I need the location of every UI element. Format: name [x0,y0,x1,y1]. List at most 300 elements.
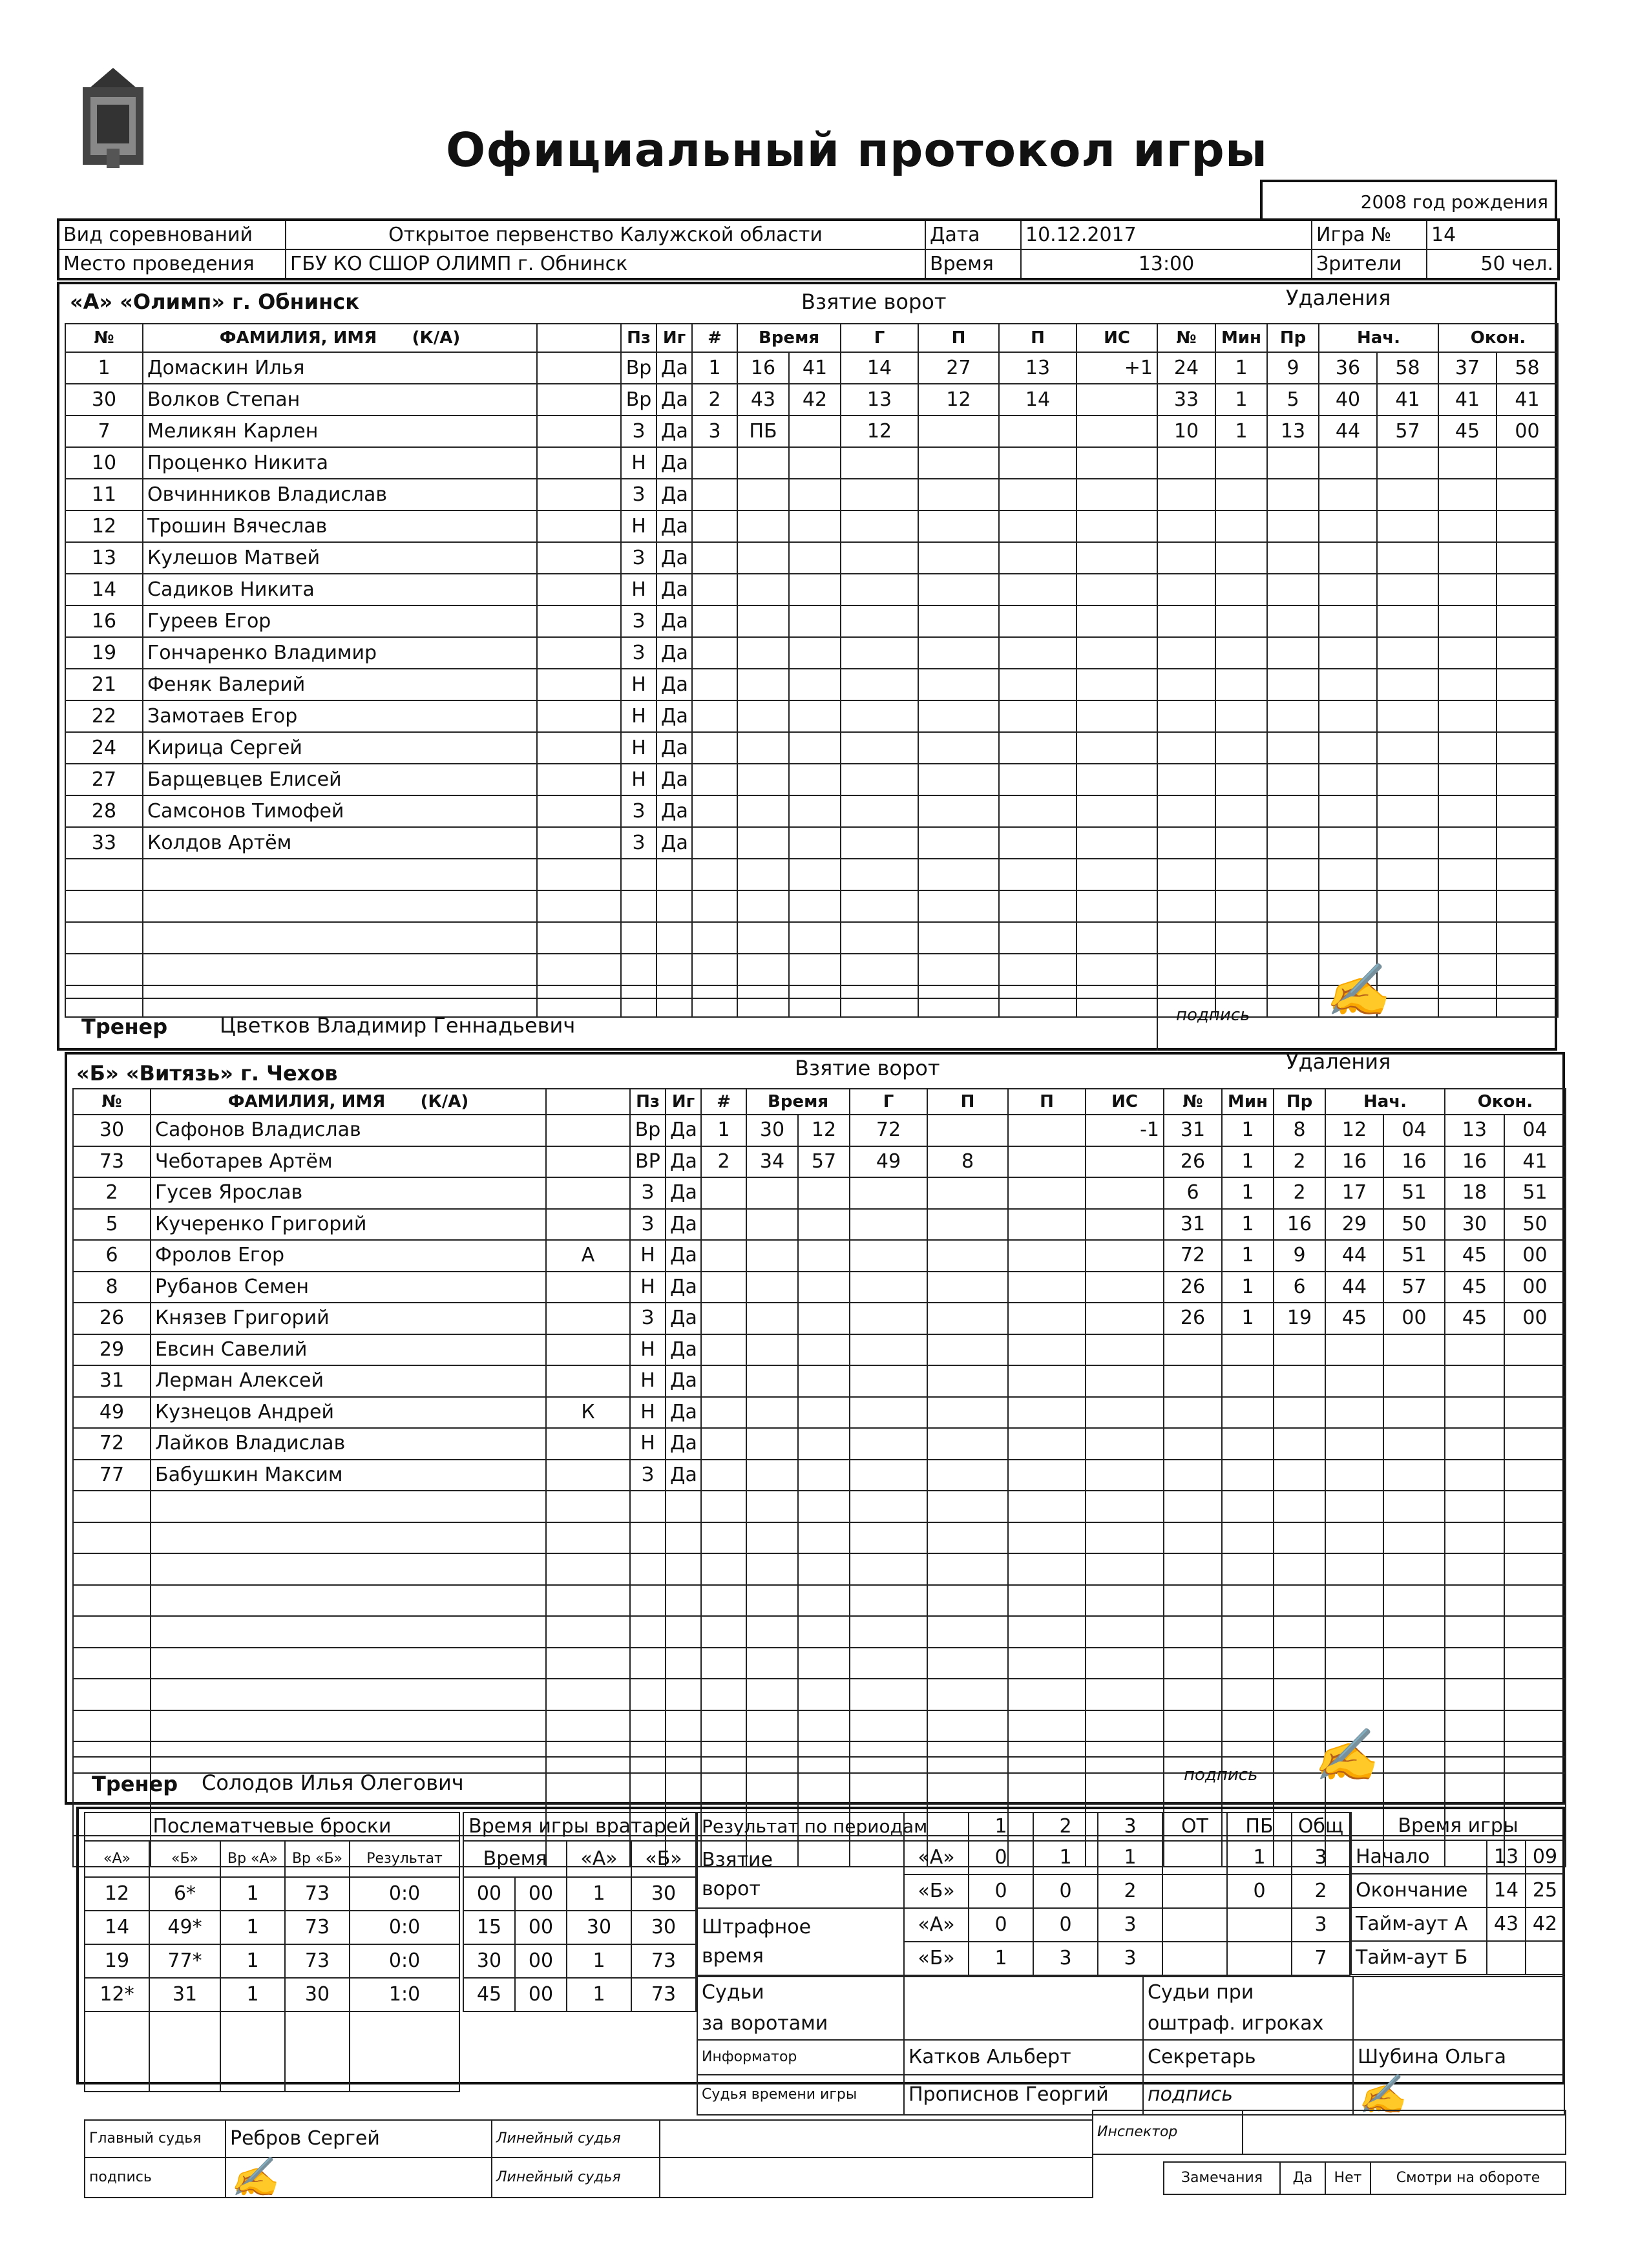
goal-m [737,669,789,700]
penalty-pr [1274,1522,1325,1554]
player-name: Бабушкин Максим [151,1460,546,1491]
goal-row [701,1146,1164,1178]
player-ka [537,384,621,415]
game-label: Игра № [1312,220,1427,249]
player-row [65,605,692,637]
goal-p1 [927,1397,1008,1429]
penalty-em: 16 [1445,1146,1504,1178]
player-pz [621,859,656,890]
goal-row [692,510,1157,542]
player-no: 72 [73,1428,151,1460]
player-pz: З [630,1303,666,1334]
game-value: 14 [1427,220,1559,249]
player-name: Рубанов Семен [151,1272,546,1303]
goal-is [1077,827,1157,859]
goal-p1 [927,1365,1008,1397]
penalty-sm [1319,764,1377,795]
shootout-cell: 1 [220,1911,285,1944]
player-ka [546,1146,630,1178]
penalty-em [1438,954,1497,985]
goal-s [798,1679,850,1710]
period-value: 1 [969,1942,1033,1975]
penalty-row [1164,1648,1566,1679]
goal-n [701,1522,746,1554]
penalty-ss [1383,1522,1445,1554]
player-name: Сафонов Владислав [151,1115,546,1146]
penalty-no [1164,1585,1222,1617]
see-back: Смотри на обороте [1371,2162,1566,2194]
player-ka [546,1585,630,1617]
player-row [65,352,692,384]
player-no: 10 [65,447,143,479]
header-table [57,218,1560,280]
player-name: Феняк Валерий [143,669,537,700]
player-ig: Да [656,510,692,542]
penalty-min [1222,1365,1274,1397]
penalty-es [1497,700,1558,732]
penalty-ss [1377,479,1438,510]
player-row [65,479,692,510]
penalty-pr [1267,669,1319,700]
shootout-cell: 0:0 [350,1877,459,1911]
player-pz: Н [630,1334,666,1366]
penalty-pr: 2 [1274,1146,1325,1178]
goal-n [692,574,737,605]
goal-g [850,1428,927,1460]
shootout-cell: 77* [149,1944,220,1978]
player-name: Трошин Вячеслав [143,510,537,542]
penalty-no [1164,1616,1222,1648]
penalty-no [1157,637,1215,669]
goal-row [692,669,1157,700]
penalty-ss: 51 [1383,1177,1445,1209]
goal-p2 [1008,1272,1086,1303]
penalty-es [1504,1428,1566,1460]
player-no: 13 [65,542,143,574]
penalty-min [1222,1585,1274,1617]
team-b-coach-row [72,1725,1565,1805]
goal-p2 [999,954,1077,985]
goal-p2 [999,732,1077,764]
player-no: 27 [65,764,143,795]
gk-cell: 30 [463,1944,515,1978]
goal-p1 [927,1428,1008,1460]
penalty-sm [1319,890,1377,922]
goals-label: Взятие ворот [697,1841,904,1908]
game-time-title: Время игры [1351,1812,1564,1840]
penalty-min: 1 [1222,1272,1274,1303]
player-pz [630,1710,666,1742]
penalty-row [1164,1679,1566,1710]
goal-p1 [927,1303,1008,1334]
player-ig: Да [666,1177,701,1209]
player-pz: З [621,795,656,827]
goal-row [692,447,1157,479]
goal-row [692,859,1157,890]
goal-g [850,1648,927,1679]
shootout-row [85,2011,459,2092]
team-b-goals-table [700,1088,1164,1867]
penalty-no [1164,1397,1222,1429]
player-ka [546,1710,630,1742]
goal-s [798,1303,850,1334]
penalty-ss [1377,510,1438,542]
goal-p1 [927,1648,1008,1679]
penalty-em: 30 [1445,1209,1504,1241]
goal-s: 57 [798,1146,850,1178]
player-name: Проценко Никита [143,447,537,479]
player-name [151,1710,546,1742]
goal-g [850,1460,927,1491]
goal-m [746,1648,798,1679]
goal-p1 [918,479,999,510]
player-ka [537,827,621,859]
player-no [65,954,143,985]
goal-g [841,574,918,605]
goal-n [692,827,737,859]
goal-m [746,1334,798,1366]
col-min: Мин [1215,324,1267,352]
player-no: 2 [73,1177,151,1209]
penalty-no [1157,479,1215,510]
penalty-row [1157,415,1558,447]
penalty-sm [1319,637,1377,669]
player-name: Гончаренко Владимир [143,637,537,669]
game-time-min: 43 [1487,1907,1526,1941]
goal-p1 [927,1209,1008,1241]
player-ka [546,1115,630,1146]
team-b-mark: «Б» [904,1942,969,1975]
penalty-em [1445,1365,1504,1397]
goal-g [841,447,918,479]
penalty-sm: 44 [1325,1240,1383,1272]
penalty-sm: 40 [1319,384,1377,415]
spectators-value: 50 чел. [1427,249,1559,279]
goal-g [850,1365,927,1397]
col-g: Г [850,1089,927,1115]
gk-row [463,1978,696,2011]
period-col: 1 [969,1812,1033,1841]
goal-n [701,1272,746,1303]
goal-g [850,1553,927,1585]
penalty-pr [1267,605,1319,637]
goal-m [737,890,789,922]
goal-g: 13 [841,384,918,415]
player-ig: Да [656,732,692,764]
player-pz: З [621,637,656,669]
penalty-min: 1 [1222,1303,1274,1334]
goal-s [789,510,841,542]
penalty-em [1438,637,1497,669]
player-ka [546,1303,630,1334]
col-pz: Пз [630,1089,666,1115]
goal-p2 [1008,1585,1086,1617]
penalty-sm [1325,1365,1383,1397]
player-row [73,1710,701,1742]
gk-cell: 73 [631,1978,696,2011]
penalty-em [1445,1334,1504,1366]
penalty-ss [1377,764,1438,795]
game-time-table [1350,1812,1565,1975]
penalty-ss [1383,1553,1445,1585]
goal-m [746,1365,798,1397]
goal-n [692,954,737,985]
player-name: Князев Григорий [151,1303,546,1334]
penalty-ss: 04 [1383,1115,1445,1146]
goal-m: 16 [737,352,789,384]
penalty-em [1438,700,1497,732]
goal-g: 72 [850,1115,927,1146]
goal-is [1077,795,1157,827]
penalty-em [1438,479,1497,510]
goal-g [850,1177,927,1209]
goal-p2 [999,510,1077,542]
game-time-row [1351,1840,1564,1874]
divider [1163,1756,1164,1805]
game-time-min: 13 [1487,1840,1526,1874]
goal-p2 [1008,1679,1086,1710]
penalty-sm [1319,605,1377,637]
col-ig: Иг [656,324,692,352]
player-no [65,922,143,954]
goal-is [1077,384,1157,415]
goal-p1 [927,1522,1008,1554]
gk-time-title: Время игры вратарей [463,1812,696,1841]
player-name: Лерман Алексей [151,1365,546,1397]
player-ka [537,352,621,384]
player-row [73,1491,701,1522]
goal-m [746,1460,798,1491]
penalty-row [1157,890,1558,922]
penalty-row [1164,1522,1566,1554]
periods-title: Результат по периодам [697,1812,904,1841]
penalty-sm [1319,859,1377,890]
penalty-no: 24 [1157,352,1215,384]
goal-p2 [1008,1397,1086,1429]
penalty-sm [1319,700,1377,732]
player-name [151,1553,546,1585]
penalty-row [1164,1616,1566,1648]
penalty-pr [1274,1491,1325,1522]
goal-n [692,510,737,542]
player-ka [546,1460,630,1491]
inspector-table [1092,2110,1566,2155]
penalty-min [1215,859,1267,890]
player-name: Гусев Ярослав [151,1177,546,1209]
penalty-ss [1377,447,1438,479]
penalty-ss [1377,859,1438,890]
period-value [1162,1874,1227,1908]
goal-n [692,605,737,637]
goal-is [1077,637,1157,669]
goal-m [737,954,789,985]
period-value: 1 [1227,1841,1292,1874]
goal-s [798,1460,850,1491]
goal-p2: 13 [999,352,1077,384]
player-ig: Да [666,1115,701,1146]
team-a-title: «А» «Олимп» г. Обнинск [70,289,359,314]
col-pr: Пр [1267,324,1319,352]
col-p2: П [1008,1089,1086,1115]
goal-g [841,827,918,859]
penalty-sm: 12 [1325,1115,1383,1146]
date-label: Дата [925,220,1021,249]
player-ka [546,1365,630,1397]
goal-m [746,1272,798,1303]
player-ka [537,795,621,827]
goal-n: 1 [701,1115,746,1146]
penalty-ss [1383,1460,1445,1491]
player-ig: Да [666,1303,701,1334]
penalty-em [1438,922,1497,954]
shootout-cell: 1 [220,1978,285,2011]
player-ig [666,1522,701,1554]
penalty-ss [1383,1491,1445,1522]
period-value: 0 [1033,1908,1098,1942]
penalty-es [1497,447,1558,479]
penalty-pr [1267,859,1319,890]
penalty-es [1497,574,1558,605]
penalty-pr [1267,447,1319,479]
col-p2: П [999,324,1077,352]
goal-is [1077,669,1157,700]
penalty-ss: 00 [1383,1303,1445,1334]
penalty-sm [1325,1585,1383,1617]
player-name: Кучеренко Григорий [151,1209,546,1241]
goal-p1 [918,700,999,732]
goal-p2 [999,669,1077,700]
goal-row [692,700,1157,732]
penalty-no [1157,669,1215,700]
penalty-no [1164,1648,1222,1679]
player-pz: Н [621,764,656,795]
penalty-pr [1274,1428,1325,1460]
penalty-es: 41 [1504,1146,1566,1178]
shootout-cell: 73 [285,1877,350,1911]
player-ig: Да [666,1460,701,1491]
goal-p2 [1008,1428,1086,1460]
period-value: 3 [1033,1942,1098,1975]
player-ka [537,415,621,447]
penalty-sm: 17 [1325,1177,1383,1209]
penalty-sm [1319,669,1377,700]
goal-is [1086,1679,1164,1710]
player-row [65,637,692,669]
penalty-sm [1319,732,1377,764]
penalty-min [1222,1428,1274,1460]
goal-is [1086,1648,1164,1679]
player-pz: Н [621,510,656,542]
team-a-pen-title: Удаления [1286,286,1391,310]
penalty-no [1157,447,1215,479]
goal-p1 [927,1710,1008,1742]
goal-n [701,1585,746,1617]
period-col: Общ [1292,1812,1350,1841]
penalty-em [1438,732,1497,764]
player-name: Чеботарев Артём [151,1146,546,1178]
team-a-signature: ✍ [1325,960,1389,1020]
inspector-label: Инспектор [1093,2110,1243,2154]
player-no: 1 [65,352,143,384]
col-end: Окон. [1445,1089,1566,1115]
goal-n [692,922,737,954]
player-row [65,859,692,890]
goal-row [692,574,1157,605]
player-pz: Н [630,1397,666,1429]
goal-p1 [927,1679,1008,1710]
goal-p2 [1008,1710,1086,1742]
player-row [73,1115,701,1146]
pen-judges-label: Судьи при оштраф. игроках [1143,1977,1353,2040]
penalty-es: 41 [1497,384,1558,415]
goal-p2 [1008,1491,1086,1522]
player-ka [537,637,621,669]
goal-is [1077,922,1157,954]
goal-p2 [999,700,1077,732]
game-time-sec [1526,1941,1564,1975]
goal-s [789,605,841,637]
penalty-no [1157,605,1215,637]
penalty-sm [1325,1616,1383,1648]
player-name: Колдов Артём [143,827,537,859]
penalty-pr [1267,637,1319,669]
penalty-es: 58 [1497,352,1558,384]
goal-m [737,510,789,542]
goal-is [1086,1334,1164,1366]
penalty-es [1504,1679,1566,1710]
shootout-cell: 12 [85,1877,149,1911]
player-ig [666,1491,701,1522]
goal-m [746,1616,798,1648]
game-time-sec: 09 [1526,1840,1564,1874]
goal-s [789,447,841,479]
player-ka [546,1522,630,1554]
player-ig: Да [656,479,692,510]
col-name: ФАМИЛИЯ, ИМЯ (К/А) [143,324,537,352]
goal-m [737,479,789,510]
period-value [1227,1942,1292,1975]
player-no [73,1491,151,1522]
shootout-col: Вр «Б» [285,1841,350,1877]
penalty-row [1157,922,1558,954]
penalty-ss [1377,574,1438,605]
shootout-row [85,1877,459,1911]
player-no [73,1710,151,1742]
player-pz: З [621,479,656,510]
player-row [65,700,692,732]
team-b-roster [72,1088,702,1867]
player-ig [656,859,692,890]
player-row [65,574,692,605]
penalty-ss: 58 [1377,352,1438,384]
shootout-cell: 1:0 [350,1978,459,2011]
shootout-cell: 49* [149,1911,220,1944]
penalty-min [1222,1460,1274,1491]
team-a-coach-row [65,960,1557,1051]
player-no: 8 [73,1272,151,1303]
penalty-row [1157,732,1558,764]
goal-is [1086,1428,1164,1460]
goal-p1 [927,1460,1008,1491]
player-ka [546,1272,630,1303]
penalty-row [1157,669,1558,700]
goal-p2 [999,795,1077,827]
penalty-no: 26 [1164,1146,1222,1178]
penalty-es [1497,510,1558,542]
goal-s [798,1240,850,1272]
goal-is [1086,1177,1164,1209]
penalty-pr [1267,732,1319,764]
